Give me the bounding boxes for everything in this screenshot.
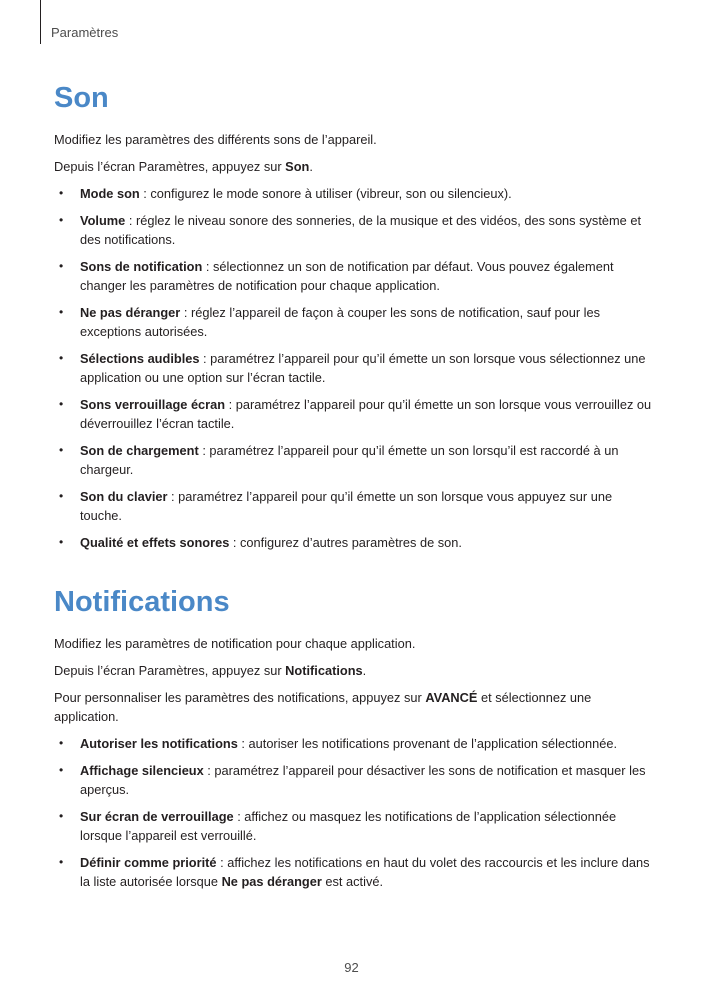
son-options-list xyxy=(54,184,652,552)
bullet: • xyxy=(59,443,64,457)
page-content xyxy=(54,78,652,899)
list-item xyxy=(54,395,652,433)
page-number: 92 xyxy=(344,960,359,975)
list-item xyxy=(54,761,652,799)
bullet: • xyxy=(59,489,64,503)
option-description: : paramétrez l’appareil pour qu’il émette un son lorsque vous sélectionnez une application ou une option sur l’écran tactile. xyxy=(80,351,646,385)
option-description: : configurez le mode sonore à utiliser (vibreur, son ou silencieux). xyxy=(139,186,512,201)
list-item xyxy=(54,257,652,295)
son-navigation: Depuis l’écran Paramètres, appuyez sur Son. xyxy=(54,159,313,174)
option-description: : autoriser les notifications provenant de l’application sélectionnée. xyxy=(237,736,618,751)
option-term: Sons de notification xyxy=(80,259,203,274)
option-term: Qualité et effets sonores xyxy=(80,535,230,550)
bullet: • xyxy=(59,259,64,273)
bullet: • xyxy=(59,213,64,227)
list-item xyxy=(54,211,652,249)
bullet: • xyxy=(59,397,64,411)
list-item xyxy=(54,349,652,387)
list-item xyxy=(54,487,652,525)
do-not-disturb-reference: Ne pas déranger xyxy=(221,874,322,889)
list-item xyxy=(54,533,652,552)
notifications-navigation: Depuis l’écran Paramètres, appuyez sur Notifications. xyxy=(54,663,367,678)
option-description: : paramétrez l’appareil pour qu’il émette un son lorsque vous appuyez sur une touche. xyxy=(80,489,613,523)
option-description: : sélectionnez un son de notification par défaut. Vous pouvez également changer les paramètres de notification pour chaque application. xyxy=(80,259,614,293)
list-item xyxy=(54,853,652,891)
running-header: Paramètres xyxy=(51,25,119,40)
son-menu-reference: Son xyxy=(285,159,310,174)
list-item xyxy=(54,184,652,203)
option-term: Sons verrouillage écran xyxy=(80,397,226,412)
bullet: • xyxy=(59,305,64,319)
bullet: • xyxy=(59,351,64,365)
notifications-intro: Modifiez les paramètres de notification pour chaque application. xyxy=(54,636,416,651)
option-term: Définir comme priorité xyxy=(80,855,217,870)
list-item xyxy=(54,441,652,479)
son-intro: Modifiez les paramètres des différents sons de l’appareil. xyxy=(54,132,377,147)
list-item xyxy=(54,734,652,753)
bullet: • xyxy=(59,186,64,200)
bullet: • xyxy=(59,809,64,823)
list-item xyxy=(54,807,652,845)
notifications-options-list xyxy=(54,734,652,891)
option-description: : configurez d’autres paramètres de son. xyxy=(229,535,462,550)
option-term: Mode son xyxy=(80,186,140,201)
option-description: : affichez les notifications en haut du volet des raccourcis et les inclure dans la liste autorisée lorsque xyxy=(80,855,650,889)
option-description: : paramétrez l’appareil pour qu’il émette un son lorsqu’il est raccordé à un chargeur. xyxy=(80,443,619,477)
header-divider xyxy=(40,0,41,44)
notifications-menu-reference: Notifications xyxy=(285,663,363,678)
bullet: • xyxy=(59,535,64,549)
bullet: • xyxy=(59,763,64,777)
option-term: Son du clavier xyxy=(80,489,168,504)
option-description: : paramétrez l’appareil pour qu’il émette un son lorsque vous verrouillez ou déverrouillez l’écran tactile. xyxy=(80,397,652,431)
option-description: : réglez l’appareil de façon à couper les sons de notification, sauf pour les exceptions autorisées. xyxy=(80,305,601,339)
bullet: • xyxy=(59,855,64,869)
option-term: Son de chargement xyxy=(80,443,199,458)
option-description: : paramétrez l’appareil pour désactiver les sons de notification et masquer les aperçus. xyxy=(80,763,646,797)
option-description-end: est activé. xyxy=(321,874,384,889)
option-term: Volume xyxy=(80,213,126,228)
notifications-advanced-instruction: Pour personnaliser les paramètres des notifications, appuyez sur AVANCÉ et sélectionnez une application. xyxy=(54,690,592,724)
option-term: Autoriser les notifications xyxy=(80,736,238,751)
advanced-button-reference: AVANCÉ xyxy=(425,690,478,705)
option-term: Ne pas déranger xyxy=(80,305,181,320)
option-term: Sur écran de verrouillage xyxy=(80,809,234,824)
notifications-title: Notifications xyxy=(54,586,230,618)
option-term: Sélections audibles xyxy=(80,351,200,366)
option-term: Affichage silencieux xyxy=(80,763,204,778)
list-item xyxy=(54,303,652,341)
bullet: • xyxy=(59,736,64,750)
option-description: : réglez le niveau sonore des sonneries, de la musique et des vidéos, des sons système et des notifications. xyxy=(80,213,641,247)
option-description: : affichez ou masquez les notifications de l’application sélectionnée lorsque l’appareil est verrouillé. xyxy=(80,809,617,843)
son-title: Son xyxy=(54,82,109,114)
